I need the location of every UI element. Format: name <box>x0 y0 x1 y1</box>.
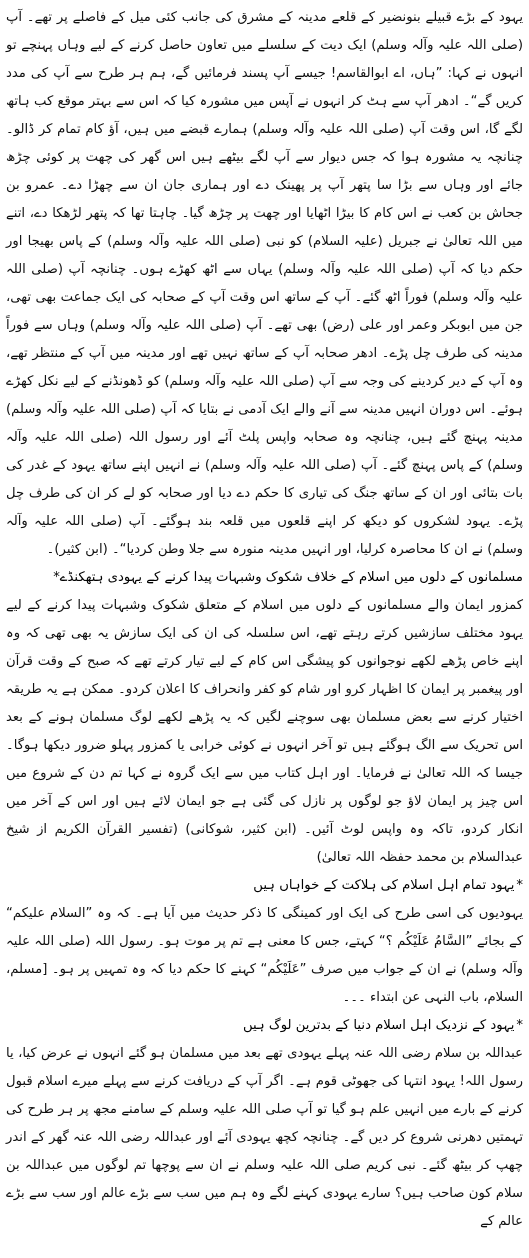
heading-text: یہود تمام اہل اسلام کی ہلاکت کے خواہاں ہیں <box>253 878 515 893</box>
paragraph-doubts: کمزور ایمان والے مسلمانوں کے دلوں میں اسلام کے متعلق شکوک وشبہات پیدا کرنے کے لیے یہود مختلف سازشیں کرتے رہتے تھے، اس سلسلہ کی ان کی ایک سازش یہ بھی تھی کہ وہ اپنے خاص پڑھے لکھے نوجوانوں کو پیشگی اس کام کے لیے تیار کرتے تھے کہ صبح کے وقت قرآن اور پیغمبر پر ایمان کا اظہار کرو اور شام کو کفر وانحراف کا اعلان کردو۔ ممکن ہے یہ طریقہ اختیار کرنے سے بعض مسلمان بھی سوچنے لگیں کہ یہ پڑھے لکھے لوگ مسلمان ہونے کے بعد اس تحریک سے الگ ہوگئے ہیں تو آخر انہوں نے کوئی خرابی یا کمزور پہلو ضرور دیکھا ہوگا۔ جیسا کہ اللہ تعالیٰ نے فرمایا۔ اور اہل کتاب میں سے ایک گروہ نے کہا تم دن کے شروع میں اس چیز پر ایمان لاؤ جو لوگوں پر نازل کی گئی ہے جو ایمان لائے ہیں اور اس کے آخر میں انکار کردو، تاکہ وہ واپس لوٹ آئیں۔ (ابن کثیر، شوکانی) (تفسیر القرآن الکریم از شیخ عبدالسلام بن محمد حفظہ اللہ تعالیٰ) <box>6 598 523 865</box>
heading-star: * <box>516 878 523 893</box>
paragraph-banu-nadir: یہود کے بڑے قبیلے بنونضیر کے قلعے مدینہ کے مشرق کی جانب کئی میل کے فاصلے پر تھے۔ آپ (صلی اللہ علیہ وآلہ وسلم) ایک دیت کے سلسلے میں تعاون حاصل کرنے کے لیے وہاں پہنچے تو انہوں نے کہا: ”ہاں، اے ابوالقاسم! جیسے آپ پسند فرمائیں گے، ہم ہر طرح سے آپ کی مدد کریں گے“۔ ادھر آپ سے ہٹ کر انہوں نے آپس میں مشورہ کیا کہ اس سے بہتر موقع کب ہاتھ لگے گا، اس وقت آپ (صلی اللہ علیہ وآلہ وسلم) ہمارے قبضے میں ہیں، آؤ کام تمام کر ڈالو۔ چنانچہ یہ مشورہ ہوا کہ جس دیوار سے آپ لگے بیٹھے ہیں اس گھر کی چھت پر کوئی چڑھ جائے اور وہاں سے بڑا سا پتھر آپ پر پھینک دے اور ہماری جان ان سے چھڑا دے۔ عمرو بن جحاش بن کعب نے اس کام کا بیڑا اٹھایا اور چھت پر چڑھ گیا۔ چاہتا تھا کہ پتھر لڑھکا دے، اتنے میں اللہ تعالیٰ نے جبریل (علیہ السلام) کو نبی (صلی اللہ علیہ وآلہ وسلم) کے پاس بھیجا اور حکم دیا کہ آپ (صلی اللہ علیہ وآلہ وسلم) یہاں سے اٹھ کھڑے ہوں۔ چنانچہ آپ (صلی اللہ علیہ وآلہ وسلم) فوراً اٹھ گئے۔ آپ کے ساتھ اس وقت آپ کے صحابہ کی ایک جماعت بھی تھی، جن میں ابوبکر وعمر اور علی (رض) بھی تھے۔ آپ (صلی اللہ علیہ وآلہ وسلم) وہاں سے فوراً مدینہ کی طرف چل پڑے۔ ادھر صحابہ آپ کے ساتھ نہیں تھے اور مدینہ میں آپ کے منتظر تھے، وہ آپ کے دیر کردینے کی وجہ سے آپ (صلی اللہ علیہ وآلہ وسلم) کو ڈھونڈنے کے لیے نکل کھڑے ہوئے۔ اس دوران انہیں مدینہ سے آنے والے ایک آدمی نے بتایا کہ آپ (صلی اللہ علیہ وآلہ وسلم) مدینہ پہنچ گئے ہیں، چنانچہ وہ صحابہ واپس پلٹ آئے اور رسول اللہ (صلی اللہ علیہ وآلہ وسلم) کے پاس پہنچ گئے۔ آپ (صلی اللہ علیہ وآلہ وسلم) نے انہیں اپنے ساتھ یہود کے غدر کی بات بتائی اور ان کے ساتھ جنگ کی تیاری کا حکم دے دیا اور صحابہ کو لے کر ان کی طرف چل پڑے۔ یہود لشکروں کو دیکھ کر اپنے قلعوں میں قلعہ بند ہوگئے۔ آپ (صلی اللہ علیہ وآلہ وسلم) نے ان کا محاصرہ کرلیا، اور انہیں مدینہ منورہ سے جلا وطن کردیا“۔ (ابن کثیر)۔ <box>6 10 523 557</box>
section-heading-worst-people <box>6 1012 523 1040</box>
heading-text: مسلمانوں کے دلوں میں اسلام کے خلاف شکوک وشبہات پیدا کرنے کے یہودی ہتھکنڈے <box>59 570 523 585</box>
section-heading-doubts <box>6 564 523 592</box>
heading-star: * <box>516 1018 523 1033</box>
heading-star: * <box>53 570 60 585</box>
paragraph-abdullah-bin-salam: عبداللہ بن سلام رضی اللہ عنہ پہلے یہودی تھے بعد میں مسلمان ہو گئے انہوں نے عرض کیا، یا رسول اللہ! یہود انتہا کی جھوٹی قوم ہے۔ اگر آپ کے دریافت کرنے سے پہلے میرے اسلام قبول کرنے کے بارے میں انہیں علم ہو گیا تو آپ صلی اللہ علیہ وسلم کے سامنے مجھ پر ہر طرح کی تہمتیں دھرنی شروع کر دیں گے۔ چنانچہ کچھ یہودی آئے اور عبداللہ رضی اللہ عنہ گھر کے اندر چھپ کر بیٹھ گئے۔ نبی کریم صلی اللہ علیہ وسلم نے ان سے پوچھا تم لوگوں میں عبداللہ بن سلام کون صاحب ہیں؟ سارے یہودی کہنے لگے وہ ہم میں سب سے بڑے عالم اور سب سے بڑے عالم کے <box>6 1046 523 1229</box>
heading-text: یہود کے نزدیک اہل اسلام دنیا کے بدترین لوگ ہیں <box>243 1018 515 1033</box>
section-heading-destruction <box>6 872 523 900</box>
paragraph-salam: یہودیوں کی اسی طرح کی ایک اور کمینگی کا ذکر حدیث میں آیا ہے۔ کہ وہ ”السلام علیکم“ کے بجائے ”السَّامُ عَلَیْکُم ؟“ کہتے، جس کا معنی ہے تم پر موت ہو۔ رسول اللہ (صلی اللہ علیہ وآلہ وسلم) نے ان کے جواب میں صرف ”عَلَیْکُم“ کہنے کا حکم دیا کہ وہ تمہیں پر ہو۔ [مسلم، السلام، باب النہی عن ابتداء ۔۔۔ <box>6 906 523 1005</box>
